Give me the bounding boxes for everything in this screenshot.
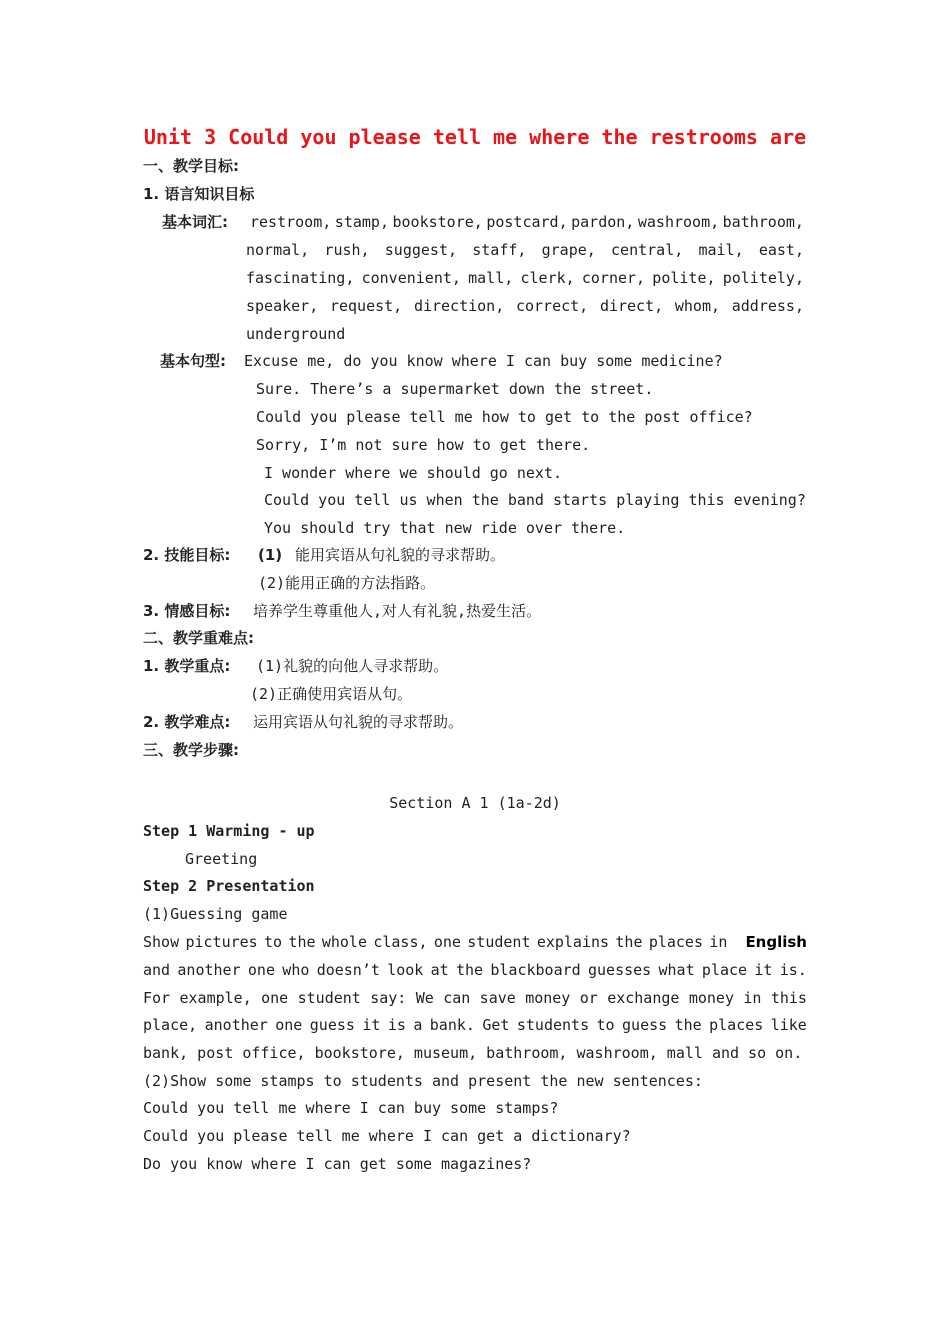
vocab-word: corner, (581, 269, 646, 287)
paragraph-word: places (709, 1016, 764, 1034)
paragraph-keyword: English (745, 933, 807, 951)
paragraph-word: in (709, 933, 728, 951)
heading-steps: 三、教学步骤: (143, 741, 239, 759)
paragraph-word: to (264, 933, 283, 951)
vocab-word: polite, (652, 269, 716, 287)
paragraph-word: place, (143, 1016, 198, 1034)
paragraph-word: it (362, 1016, 381, 1034)
sentence-item: You should try that new ride over there. (264, 519, 626, 537)
paragraph-word: one (261, 989, 289, 1007)
paragraph-word: guesses (587, 961, 652, 979)
paragraph-word: a (413, 1016, 423, 1034)
skill-item-number: (1) (258, 546, 283, 564)
sentence-item: I wonder where we should go next. (264, 464, 563, 482)
paragraph-word: places (648, 933, 703, 951)
vocab-word: mail, (698, 241, 744, 259)
vocab-word: postcard, (486, 213, 568, 231)
paragraph-word: can (443, 989, 471, 1007)
vocab-word: grape, (541, 241, 596, 259)
paragraph-word: or (579, 989, 598, 1007)
vocab-word: convenient, (361, 269, 461, 287)
emotion-label: 3. 情感目标: (143, 602, 231, 620)
example-sentence: Do you know where I can get some magazines? (143, 1155, 532, 1173)
paragraph-word: the (615, 933, 643, 951)
vocab-word: direct, (599, 297, 664, 315)
paragraph-word: guess (309, 1016, 355, 1034)
paragraph-word: Get (482, 1016, 510, 1034)
step-heading: Step 1 Warming - up (143, 822, 315, 840)
vocab-word: washroom, (637, 213, 720, 231)
paragraph-word: bank. (429, 1016, 475, 1034)
paragraph-line: bank, post office, bookstore, museum, bathroom, washroom, mall and so on. (143, 1044, 803, 1062)
key-label: 1. 教学重点: (143, 657, 231, 675)
emotion-text: 培养学生尊重他人,对人有礼貌,热爱生活。 (253, 602, 542, 620)
paragraph-word: another (204, 1016, 268, 1034)
difficulty-text: 运用宾语从句礼貌的寻求帮助。 (253, 713, 464, 731)
paragraph-word: money (525, 989, 571, 1007)
step-heading: Step 2 Presentation (143, 877, 315, 895)
heading-key-points: 二、教学重难点: (143, 629, 254, 647)
vocab-line (246, 240, 804, 260)
vocab-word: restroom, (250, 213, 332, 231)
vocab-word: address, (731, 297, 804, 315)
vocab-line (250, 212, 804, 232)
sentence-label: 基本句型: (160, 352, 226, 370)
paragraph-word: Show (143, 933, 180, 951)
vocab-word: direction, (413, 297, 505, 315)
sentence-item: Excuse me, do you know where I can buy some medicine? (244, 352, 723, 370)
vocab-word: rush, (324, 241, 370, 259)
vocab-word: speaker, (246, 297, 319, 315)
paragraph-word: doesn’t (316, 961, 380, 979)
vocab-word: politely, (722, 269, 804, 287)
paragraph-words (143, 932, 745, 952)
vocab-word: fascinating, (246, 269, 355, 287)
vocab-word: request, (329, 297, 403, 315)
vocab-word: east, (758, 241, 804, 259)
paragraph-word: in (743, 989, 762, 1007)
activity-title: (1)Guessing game (143, 905, 288, 923)
paragraph-line (143, 1015, 807, 1035)
paragraph-word: at (430, 961, 449, 979)
section-heading: Section A 1 (1a-2d) (389, 794, 561, 812)
paragraph-word: look (387, 961, 424, 979)
vocab-word: normal, (246, 241, 310, 259)
vocab-word: whom, (674, 297, 721, 315)
sentence-item: Sure. There’s a supermarket down the street. (256, 380, 654, 398)
vocab-word: clerk, (520, 269, 575, 287)
paragraph-word: say: (370, 989, 407, 1007)
paragraph-word: For (143, 989, 171, 1007)
paragraph-word: it (754, 961, 773, 979)
paragraph-line (143, 988, 807, 1008)
paragraph-word: explains (536, 933, 610, 951)
paragraph-word: blackboard (490, 961, 581, 979)
paragraph-word: save (479, 989, 516, 1007)
vocab-word: staff, (472, 241, 527, 259)
paragraph-word: one (433, 933, 461, 951)
paragraph-word: students (516, 1016, 590, 1034)
paragraph-word: class, (373, 933, 428, 951)
key-item: (1)礼貌的向他人寻求帮助。 (256, 657, 449, 675)
skill-label: 2. 技能目标: (143, 546, 231, 564)
activity-title: (2)Show some stamps to students and present the new sentences: (143, 1072, 703, 1090)
vocab-label: 基本词汇: (162, 213, 228, 231)
paragraph-word: and (143, 961, 171, 979)
paragraph-word: one (247, 961, 275, 979)
vocab-word: correct, (515, 297, 589, 315)
paragraph-word: to (596, 1016, 615, 1034)
example-sentence: Could you tell me where I can buy some stamps? (143, 1099, 559, 1117)
document-title: Unit 3 Could you please tell me where the restrooms are (143, 125, 807, 149)
paragraph-word: one (275, 1016, 303, 1034)
paragraph-word: the (455, 961, 484, 979)
paragraph-word: place (701, 961, 748, 979)
paragraph-word: whole (321, 933, 367, 951)
paragraph-word: pictures (185, 933, 258, 951)
step-text: Greeting (185, 850, 258, 868)
vocab-word: suggest, (384, 241, 458, 259)
sentence-item: Sorry, I’m not sure how to get there. (256, 436, 591, 454)
paragraph-word: what (658, 961, 695, 979)
paragraph-word: like (770, 1016, 807, 1034)
paragraph-word: guess (622, 1016, 668, 1034)
paragraph-word: We (415, 989, 434, 1007)
paragraph-word: the (288, 933, 316, 951)
paragraph-word: student (467, 933, 531, 951)
vocab-line (246, 324, 345, 344)
paragraph-word: student (297, 989, 361, 1007)
sentence-item: Could you tell us when the band starts playing this evening? (264, 491, 806, 509)
vocab-line (246, 268, 804, 288)
vocab-word: mall, (468, 269, 514, 287)
heading-objectives: 一、教学目标: (143, 157, 239, 175)
heading-language-knowledge: 1. 语言知识目标 (143, 185, 255, 203)
vocab-word: central, (611, 241, 684, 259)
key-item: (2)正确使用宾语从句。 (250, 685, 413, 703)
paragraph-word: another (177, 961, 241, 979)
paragraph-line (143, 932, 807, 952)
paragraph-word: the (674, 1016, 702, 1034)
vocab-word: underground (246, 325, 346, 343)
paragraph-word: money (688, 989, 734, 1007)
vocab-word: stamp, (334, 213, 389, 231)
paragraph-word: is (387, 1016, 406, 1034)
paragraph-word: exchange (607, 989, 680, 1007)
sentence-item: Could you please tell me how to get to the post office? (256, 408, 753, 426)
paragraph-word: is. (779, 961, 807, 979)
skill-item: (2)能用正确的方法指路。 (258, 574, 436, 592)
paragraph-word: this (770, 989, 807, 1007)
paragraph-word: example, (179, 989, 252, 1007)
vocab-word: pardon, (571, 213, 635, 231)
skill-item: 能用宾语从句礼貌的寻求帮助。 (295, 546, 506, 564)
example-sentence: Could you please tell me where I can get a dictionary? (143, 1127, 631, 1145)
difficulty-label: 2. 教学难点: (143, 713, 231, 731)
vocab-word: bookstore, (392, 213, 483, 231)
paragraph-word: who (282, 961, 310, 979)
paragraph-line (143, 960, 807, 980)
vocab-word: bathroom, (722, 213, 804, 231)
vocab-line (246, 296, 804, 316)
